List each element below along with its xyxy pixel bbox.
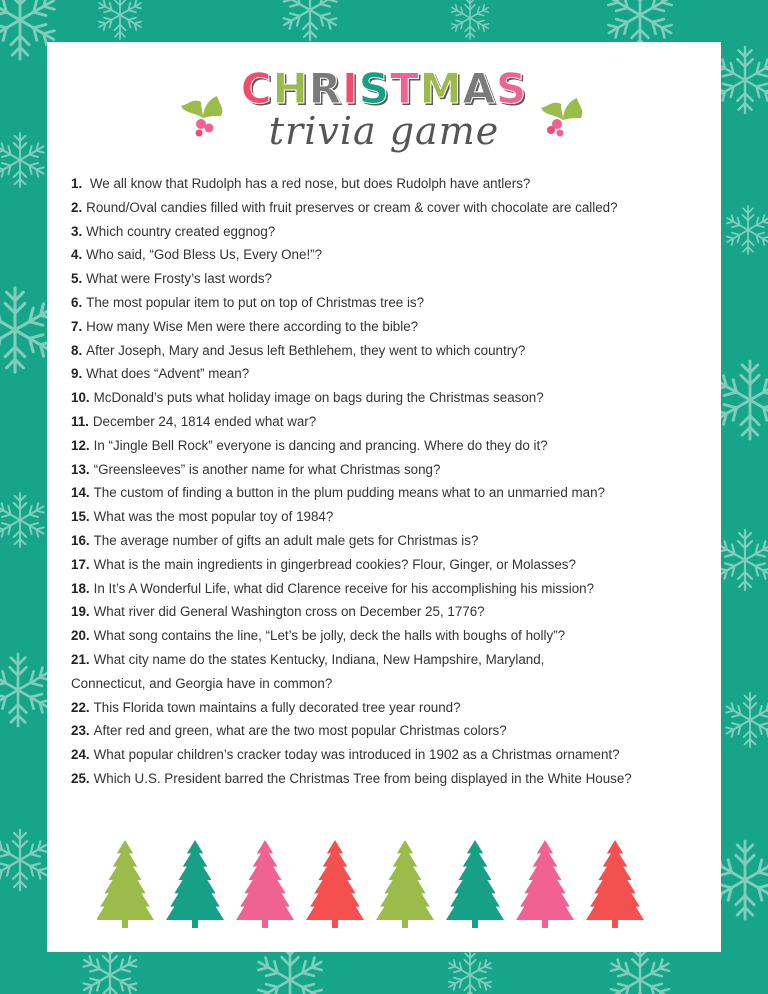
title-trivia-game: trivia game bbox=[268, 109, 500, 153]
question-text: How many Wise Men were there according to the bible? bbox=[86, 318, 419, 334]
tree-icon bbox=[236, 840, 294, 928]
question-item bbox=[71, 220, 711, 244]
question-text: What city name do the states Kentucky, Indiana, New Hampshire, Maryland, bbox=[93, 651, 545, 667]
title-letter: C bbox=[240, 64, 273, 113]
question-text: Connecticut, and Georgia have in common? bbox=[71, 675, 333, 691]
question-item bbox=[71, 458, 711, 482]
question-number: 16. bbox=[71, 532, 90, 548]
question-item bbox=[71, 410, 711, 434]
question-text: This Florida town maintains a fully decorated tree year round? bbox=[93, 699, 461, 715]
header bbox=[47, 60, 721, 170]
question-number: 13. bbox=[71, 461, 90, 477]
question-number: 14. bbox=[71, 485, 90, 501]
question-number: 11. bbox=[71, 413, 89, 429]
question-number: 4. bbox=[71, 247, 83, 263]
question-number: 1. bbox=[71, 176, 83, 191]
tree-icon bbox=[376, 840, 434, 928]
question-text: After red and green, what are the two most popular Christmas colors? bbox=[93, 723, 507, 739]
question-number: 17. bbox=[71, 556, 90, 572]
title-letter: A bbox=[462, 64, 496, 113]
question-text: In It’s A Wonderful Life, what did Clarence receive for his accomplishing his mission? bbox=[93, 580, 595, 596]
question-item bbox=[71, 196, 711, 220]
question-item bbox=[71, 291, 711, 315]
question-item bbox=[71, 696, 711, 720]
question-text: December 24, 1814 ended what war? bbox=[92, 413, 317, 429]
title-letter: M bbox=[419, 64, 463, 113]
question-item bbox=[71, 386, 711, 410]
question-text: What popular children’s cracker today was introduced in 1902 as a Christmas ornament? bbox=[93, 747, 620, 763]
question-item bbox=[71, 434, 711, 458]
question-number: 21. bbox=[71, 651, 90, 667]
question-text: The most popular item to put on top of Christmas tree is? bbox=[86, 294, 425, 310]
question-number: 3. bbox=[71, 223, 83, 239]
question-number: 20. bbox=[71, 628, 90, 644]
question-item bbox=[71, 767, 711, 791]
title-letter: I bbox=[342, 64, 359, 113]
question-list bbox=[71, 172, 711, 791]
question-number: 7. bbox=[71, 318, 83, 334]
question-number: 10. bbox=[71, 390, 90, 406]
question-item bbox=[71, 172, 711, 196]
question-text: We all know that Rudolph has a red nose, but does Rudolph have antlers? bbox=[86, 176, 531, 191]
question-item bbox=[71, 481, 711, 505]
tree-icon bbox=[586, 840, 644, 928]
question-item bbox=[71, 505, 711, 529]
question-item bbox=[71, 624, 711, 648]
question-text: What were Frosty’s last words? bbox=[86, 271, 272, 287]
question-item bbox=[71, 648, 711, 672]
tree-icon bbox=[306, 840, 364, 928]
question-text: The custom of finding a button in the plum pudding means what to an unmarried man? bbox=[93, 485, 606, 501]
question-text: The average number of gifts an adult male gets for Christmas is? bbox=[93, 532, 479, 548]
question-number: 15. bbox=[71, 509, 90, 525]
question-text: What river did General Washington cross on December 25, 1776? bbox=[93, 604, 485, 620]
question-text: “Greensleeves” is another name for what Christmas song? bbox=[93, 461, 441, 477]
trivia-card bbox=[47, 42, 721, 952]
question-item bbox=[71, 362, 711, 386]
question-number: 12. bbox=[71, 437, 90, 453]
question-number: 8. bbox=[71, 342, 83, 358]
question-text: Round/Oval candies filled with fruit preserves or cream & cover with chocolate are called? bbox=[86, 199, 618, 215]
question-text: Which country created eggnog? bbox=[86, 223, 276, 239]
question-item bbox=[71, 743, 711, 767]
question-item bbox=[71, 315, 711, 339]
question-number: 18. bbox=[71, 580, 90, 596]
question-text: What does “Advent” mean? bbox=[86, 366, 250, 382]
question-item bbox=[71, 267, 711, 291]
question-text: Who said, “God Bless Us, Every One!”? bbox=[86, 247, 323, 263]
question-number: 6. bbox=[71, 294, 83, 310]
question-text: What is the main ingredients in gingerbread cookies? Flour, Ginger, or Molasses? bbox=[93, 556, 576, 572]
question-item bbox=[71, 339, 711, 363]
question-item bbox=[71, 553, 711, 577]
title-letter: R bbox=[308, 64, 343, 113]
question-number: 2. bbox=[71, 199, 83, 215]
tree-icon bbox=[166, 840, 224, 928]
question-number: 22. bbox=[71, 699, 90, 715]
question-number: 23. bbox=[71, 723, 90, 739]
question-number: 19. bbox=[71, 604, 90, 620]
title-letter: T bbox=[390, 64, 420, 113]
question-text: What was the most popular toy of 1984? bbox=[93, 509, 334, 525]
tree-row bbox=[97, 838, 657, 930]
question-number: 5. bbox=[71, 271, 83, 287]
question-item bbox=[71, 243, 711, 267]
tree-icon bbox=[446, 840, 504, 928]
question-text: What song contains the line, “Let’s be jolly, deck the halls with boughs of holly”? bbox=[93, 628, 566, 644]
question-text: Which U.S. President barred the Christmas Tree from being displayed in the White House? bbox=[93, 770, 632, 786]
question-number: 24. bbox=[71, 747, 90, 763]
holly-icon bbox=[537, 90, 589, 142]
title-letter: S bbox=[358, 64, 390, 113]
tree-icon bbox=[97, 840, 154, 928]
tree-icon bbox=[516, 840, 574, 928]
question-number: 9. bbox=[71, 366, 83, 382]
title-letter: H bbox=[272, 64, 309, 113]
question-text: After Joseph, Mary and Jesus left Bethlehem, they went to which country? bbox=[86, 342, 526, 358]
question-item bbox=[71, 719, 711, 743]
question-item bbox=[71, 529, 711, 553]
question-item bbox=[71, 672, 711, 696]
question-text: McDonald’s puts what holiday image on bags during the Christmas season? bbox=[93, 390, 544, 406]
question-text: In “Jingle Bell Rock” everyone is dancing and prancing. Where do they do it? bbox=[93, 437, 548, 453]
question-item bbox=[71, 577, 711, 601]
question-number: 25. bbox=[71, 770, 90, 786]
title-letter: S bbox=[495, 64, 528, 113]
question-item bbox=[71, 600, 711, 624]
